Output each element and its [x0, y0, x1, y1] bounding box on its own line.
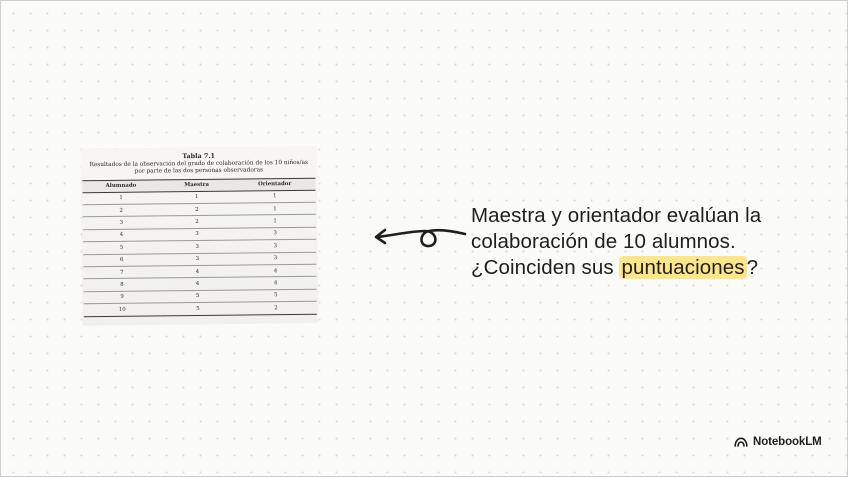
highlighted-word: puntuaciones: [621, 256, 745, 279]
table-cell: 3: [235, 252, 317, 265]
curly-arrow-icon: [369, 219, 469, 255]
table-cell: 4: [160, 265, 235, 278]
table-description-line: Resultados de la observación del grado de colaboración de los 10 niños/as: [89, 159, 309, 169]
table-cell: 4: [235, 264, 317, 277]
table-cell: 1: [83, 192, 160, 205]
table-cell: 1: [159, 191, 234, 204]
column-header-orientador: Orientador: [234, 178, 316, 191]
table-cell: 2: [235, 301, 317, 314]
table-description: [85, 160, 312, 176]
column-header-maestra: Maestra: [159, 179, 234, 192]
table-cell: 5: [160, 290, 235, 303]
brand-name: NotebookLM: [753, 436, 822, 448]
table-cell: 2: [83, 204, 160, 217]
table-cell: 2: [160, 203, 235, 216]
headline-line-3: [471, 255, 831, 281]
notebooklm-logo-icon: [734, 437, 748, 447]
table-photo: [81, 147, 318, 325]
table-cell: 6: [83, 253, 160, 266]
table-number: Tabla 7.1: [182, 151, 216, 161]
table-cell: 2: [160, 216, 235, 229]
table-cell: 9: [84, 291, 161, 304]
table-cell: 10: [84, 303, 161, 316]
table-description-line: por parte de las dos personas observadoras: [134, 167, 264, 175]
table-cell: 7: [83, 266, 160, 279]
table-cell: 1: [234, 202, 316, 215]
headline-text: ¿Coinciden sus: [471, 256, 620, 279]
table-row: [84, 301, 317, 316]
table-cell: 3: [160, 253, 235, 266]
headline-line-2: colaboración de 10 alumnos.: [471, 230, 736, 253]
table-cell: 5: [235, 289, 317, 302]
table-cell: 3: [83, 216, 160, 229]
table-cell: 4: [235, 277, 317, 290]
table-cell: 1: [234, 190, 316, 203]
headline-text: ?: [746, 256, 759, 279]
table-cell: 3: [234, 239, 316, 252]
table-cell: 8: [83, 278, 160, 291]
headline-line-1: Maestra y orientador evalúan la: [471, 204, 762, 227]
table-cell: 4: [160, 277, 235, 290]
table-cell: 3: [160, 240, 235, 253]
table-cell: 5: [83, 241, 160, 254]
data-table: [82, 177, 316, 316]
table-cell: 5: [161, 302, 236, 315]
brand: [734, 436, 822, 448]
table-cell: 3: [234, 227, 316, 240]
table-cell: 3: [160, 228, 235, 241]
table-cell: 1: [234, 215, 316, 228]
headline: [471, 203, 831, 281]
column-header-alumnado: Alumnado: [82, 180, 159, 193]
table-cell: 4: [83, 229, 160, 242]
